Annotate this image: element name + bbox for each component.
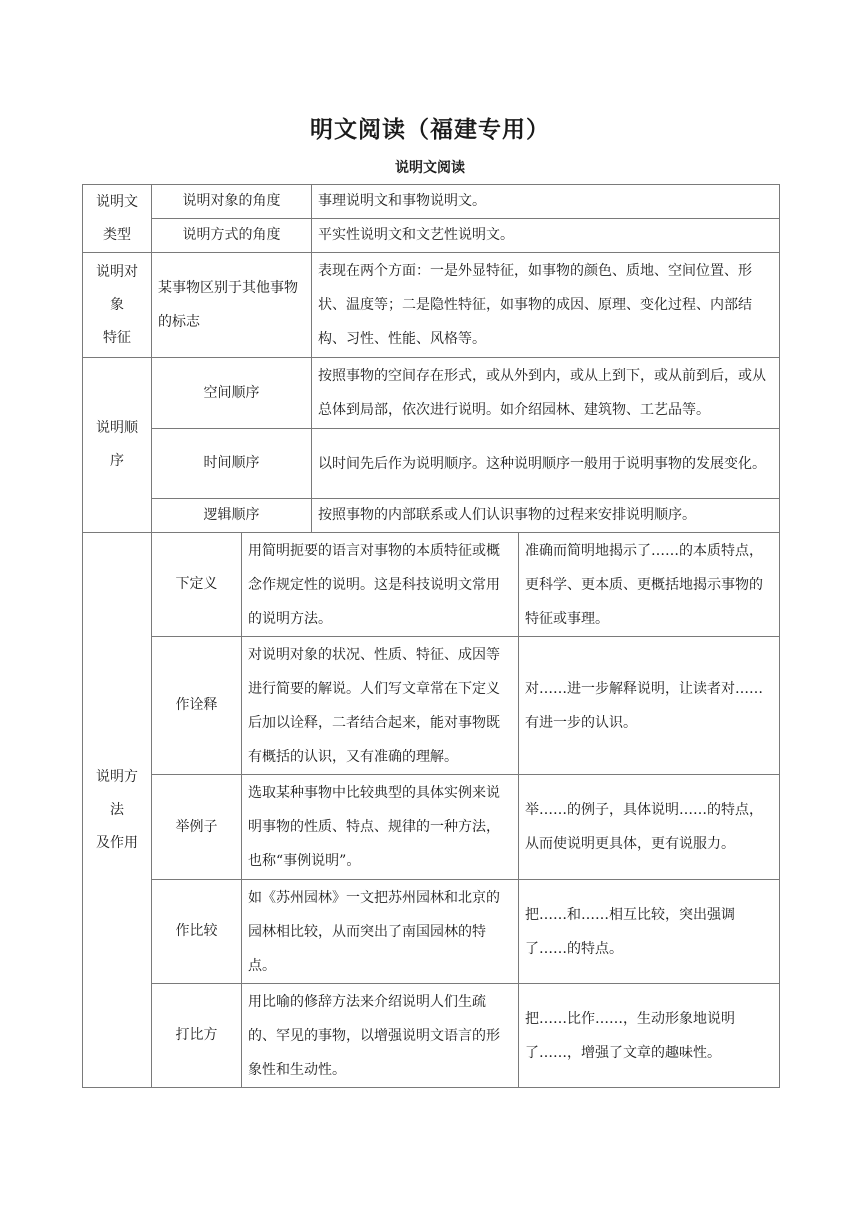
method-name-cell: 作比较 xyxy=(152,880,242,984)
type-label-line: 说明文 xyxy=(96,193,138,210)
order-desc-cell: 以时间先后作为说明顺序。这种说明顺序一般用于说明事物的发展变化。 xyxy=(312,429,780,499)
feature-label-line: 特征 xyxy=(103,329,131,346)
method-label-line: 及作用 xyxy=(96,834,138,851)
method-section-label xyxy=(83,533,152,1088)
feature-label-line: 说明对 xyxy=(96,263,138,280)
page-title: 明文阅读（福建专用） xyxy=(310,116,550,143)
method-effect-cell: 对……进一步解释说明，让读者对……有进一步的认识。 xyxy=(519,637,780,775)
type-angle-cell: 说明对象的角度 xyxy=(152,185,312,219)
method-desc-cell: 用简明扼要的语言对事物的本质特征或概念作规定性的说明。这是科技说明文常用的说明方法。 xyxy=(242,533,519,637)
type-section-label xyxy=(83,185,152,253)
order-section-label xyxy=(83,358,152,533)
method-desc-cell: 选取某种事物中比较典型的具体实例来说明事物的性质、特点、规律的一种方法，也称“事例说明”。 xyxy=(242,775,519,880)
feature-name-cell: 某事物区别于其他事物的标志 xyxy=(152,253,312,358)
method-effect-cell: 把……比作……，生动形象地说明了……，增强了文章的趣味性。 xyxy=(519,984,780,1088)
order-name-cell: 时间顺序 xyxy=(152,429,312,499)
type-desc-cell: 平实性说明文和文艺性说明文。 xyxy=(312,219,780,253)
order-name-cell: 逻辑顺序 xyxy=(152,499,312,533)
reading-guide-table xyxy=(82,184,780,1088)
feature-desc-cell: 表现在两个方面：一是外显特征，如事物的颜色、质地、空间位置、形状、温度等；二是隐性特征，如事物的成因、原理、变化过程、内部结构、习性、性能、风格等。 xyxy=(312,253,780,358)
order-label-line: 序 xyxy=(110,453,124,469)
feature-label-line: 象 xyxy=(110,296,124,313)
order-name-cell: 空间顺序 xyxy=(152,358,312,429)
order-label-line: 说明顺 xyxy=(96,420,138,436)
method-name-cell: 作诠释 xyxy=(152,637,242,775)
order-desc-cell: 按照事物的空间存在形式，或从外到内，或从上到下，或从前到后，或从总体到局部，依次进行说明。如介绍园林、建筑物、工艺品等。 xyxy=(312,358,780,429)
method-effect-cell: 把……和……相互比较，突出强调了……的特点。 xyxy=(519,880,780,984)
method-name-cell: 举例子 xyxy=(152,775,242,880)
type-angle-cell: 说明方式的角度 xyxy=(152,219,312,253)
method-effect-cell: 举……的例子，具体说明……的特点，从而使说明更具体，更有说服力。 xyxy=(519,775,780,880)
method-label-line: 说明方 xyxy=(96,768,138,785)
method-label-line: 法 xyxy=(110,801,124,818)
method-name-cell: 打比方 xyxy=(152,984,242,1088)
method-effect-cell: 准确而简明地揭示了……的本质特点，更科学、更本质、更概括地揭示事物的特征或事理。 xyxy=(519,533,780,637)
feature-section-label xyxy=(83,253,152,358)
method-desc-cell: 对说明对象的状况、性质、特征、成因等进行简要的解说。人们写文章常在下定义后加以诠释，二者结合起来，能对事物既有概括的认识，又有准确的理解。 xyxy=(242,637,519,775)
method-desc-cell: 如《苏州园林》一文把苏州园林和北京的园林相比较，从而突出了南国园林的特点。 xyxy=(242,880,519,984)
method-desc-cell: 用比喻的修辞方法来介绍说明人们生疏的、罕见的事物，以增强说明文语言的形象性和生动性。 xyxy=(242,984,519,1088)
method-name-cell: 下定义 xyxy=(152,533,242,637)
type-label-line: 类型 xyxy=(103,226,131,243)
section-subtitle: 说明文阅读 xyxy=(395,160,465,176)
order-desc-cell: 按照事物的内部联系或人们认识事物的过程来安排说明顺序。 xyxy=(312,499,780,533)
type-desc-cell: 事理说明文和事物说明文。 xyxy=(312,185,780,219)
